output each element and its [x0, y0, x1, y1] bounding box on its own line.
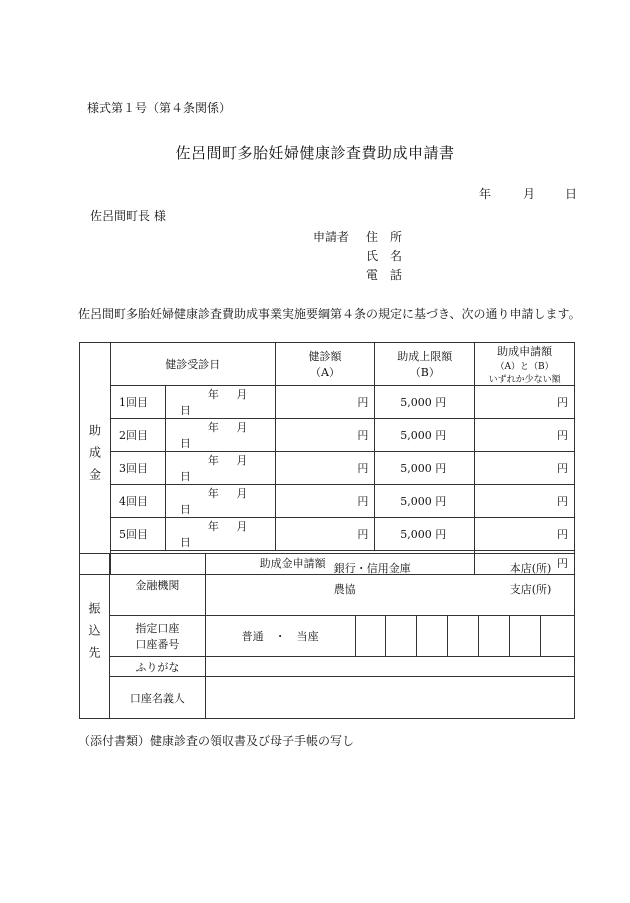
transfer-side-label: 振込先 [86, 601, 101, 668]
table-row [80, 386, 575, 419]
fee-cell[interactable]: 円 [275, 386, 375, 419]
form-number: 様式第１号（第４条関係） [87, 101, 232, 115]
request-cell[interactable]: 円 [475, 419, 575, 452]
account-digit-box[interactable] [479, 616, 510, 657]
intro-text: 佐呂間町多胎妊婦健康診査費助成事業実施要綱第４条の規定に基づき、次の通り申請します。 [78, 307, 581, 321]
visit-year-label: 年 [207, 454, 219, 467]
account-digit-box[interactable] [386, 616, 417, 657]
account-digit-box[interactable] [510, 616, 541, 657]
visit-date-cell[interactable] [165, 452, 275, 485]
visit-day-label: 日 [179, 437, 191, 450]
visit-month-label: 月 [236, 520, 248, 533]
header-limit-sub: （B） [409, 366, 440, 379]
bank-name-cell[interactable] [205, 554, 574, 616]
limit-cell: 5,000 円 [375, 518, 475, 551]
subsidy-side-label-cell [80, 343, 111, 575]
account-label-line2: 口座番号 [135, 638, 180, 651]
limit-cell: 5,000 円 [375, 452, 475, 485]
header-fee [275, 343, 375, 386]
account-type-cell[interactable]: 普通 ・ 当座 [205, 616, 355, 657]
limit-cell: 5,000 円 [375, 419, 475, 452]
header-fee-sub: （A） [310, 366, 340, 379]
visit-label: 4回目 [110, 485, 165, 518]
bank-label: 金融機関 [109, 554, 205, 616]
visit-year-label: 年 [207, 487, 219, 500]
header-request-label: 助成申請額 [497, 345, 553, 358]
subsidy-side-label: 助成金 [87, 424, 102, 490]
request-cell[interactable]: 円 [475, 485, 575, 518]
page-title: 佐呂間町多胎妊婦健康診査費助成申請書 [175, 144, 455, 162]
visit-day-label: 日 [179, 470, 191, 483]
table-row [80, 419, 575, 452]
date-month-label: 月 [523, 187, 536, 201]
visit-label: 3回目 [110, 452, 165, 485]
table-row [80, 518, 575, 551]
address-label: 住 所 [366, 230, 403, 244]
visit-year-label: 年 [207, 388, 219, 401]
visit-year-label: 年 [207, 421, 219, 434]
holder-label: 口座名義人 [109, 677, 205, 719]
visit-month-label: 月 [236, 388, 248, 401]
visit-date-cell[interactable] [165, 485, 275, 518]
request-cell[interactable]: 円 [475, 452, 575, 485]
request-cell[interactable]: 円 [475, 518, 575, 551]
limit-cell: 5,000 円 [375, 485, 475, 518]
header-fee-label: 健診額 [308, 350, 342, 363]
attachments-note: （添付書類）健康診査の領収書及び母子手帳の写し [78, 734, 355, 748]
applicant-label: 申請者 [313, 230, 350, 244]
account-digit-box[interactable] [355, 616, 386, 657]
header-request-sub2: いずれか少ない額 [488, 375, 561, 385]
table-row [80, 452, 575, 485]
transfer-table [79, 553, 575, 719]
account-digit-box[interactable] [417, 616, 448, 657]
account-digit-box[interactable] [541, 616, 575, 657]
visit-year-label: 年 [207, 520, 219, 533]
bank-type1: 銀行・信用金庫 [333, 562, 411, 575]
addressee: 佐呂間町長 様 [90, 209, 166, 223]
visit-date-cell[interactable] [165, 386, 275, 419]
account-label [109, 616, 205, 657]
visit-month-label: 月 [236, 487, 248, 500]
request-cell[interactable]: 円 [475, 386, 575, 419]
fee-cell[interactable]: 円 [275, 419, 375, 452]
name-label: 氏 名 [366, 249, 403, 263]
holder-name-field[interactable] [205, 677, 574, 719]
date-year-label: 年 [479, 187, 492, 201]
total-label: 助成金申請額 [110, 551, 474, 575]
furigana-label: ふりがな [109, 657, 205, 677]
visit-month-label: 月 [236, 421, 248, 434]
header-request-sub1: （A）と（B） [495, 362, 554, 372]
fee-cell[interactable]: 円 [275, 518, 375, 551]
transfer-side-label-cell [80, 554, 110, 719]
visit-label: 2回目 [110, 419, 165, 452]
fee-cell[interactable]: 円 [275, 452, 375, 485]
visit-day-label: 日 [179, 503, 191, 516]
fee-cell[interactable]: 円 [275, 485, 375, 518]
header-date: 健診受診日 [110, 343, 275, 386]
table-row [80, 485, 575, 518]
branch-type2: 支店(所) [509, 583, 552, 596]
header-limit-label: 助成上限額 [397, 350, 453, 363]
account-label-line1: 指定口座 [135, 622, 180, 635]
visit-date-cell[interactable] [165, 419, 275, 452]
branch-type1: 本店(所) [509, 562, 552, 575]
header-request [475, 343, 575, 386]
visit-date-cell[interactable] [165, 518, 275, 551]
subsidy-table [79, 342, 575, 575]
visit-day-label: 日 [179, 536, 191, 549]
visit-label: 5回目 [110, 518, 165, 551]
furigana-field[interactable] [205, 657, 574, 677]
account-digit-box[interactable] [448, 616, 479, 657]
bank-type2: 農協 [333, 583, 356, 596]
visit-month-label: 月 [236, 454, 248, 467]
visit-day-label: 日 [179, 404, 191, 417]
phone-label: 電 話 [366, 268, 403, 282]
visit-label: 1回目 [110, 386, 165, 419]
limit-cell: 5,000 円 [375, 386, 475, 419]
date-day-label: 日 [565, 187, 578, 201]
header-limit [375, 343, 475, 386]
total-amount-cell[interactable]: 円 [475, 551, 575, 575]
